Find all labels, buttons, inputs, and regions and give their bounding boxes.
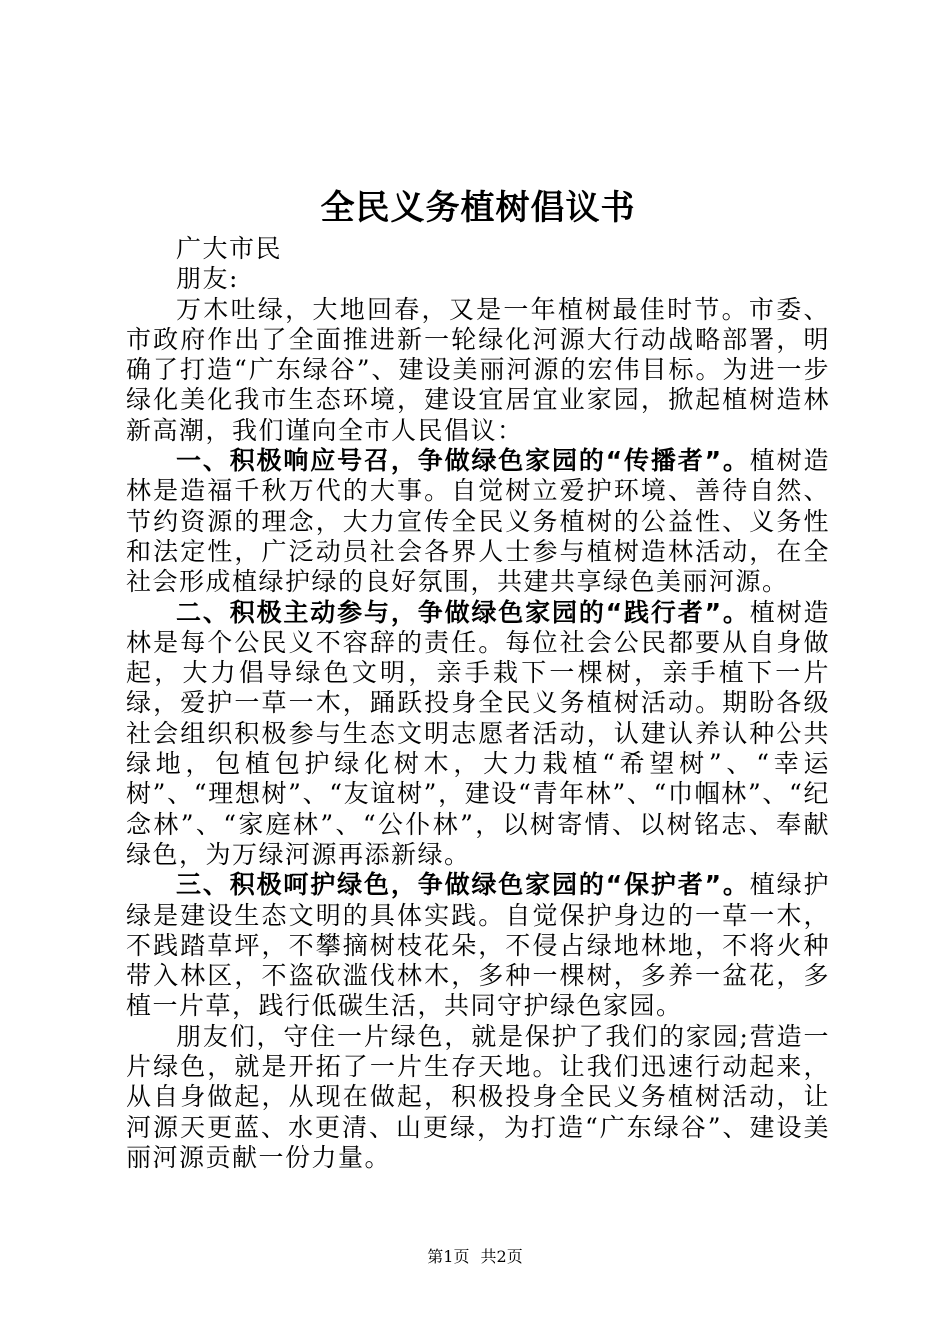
page-footer [0, 1244, 950, 1267]
section-1-paragraph [126, 446, 830, 597]
section-3-text: 植绿护绿是建设生态文明的具体实践。自觉保护身边的一草一木，不践踏草坪，不攀摘树枝花朵，不侵占绿地林地，不将火种带入林区，不盗砍滥伐林木，多种一棵树，多养一盆花，多植一片草，践行低碳生活，共同守护绿色家园。 [126, 870, 830, 1021]
intro-paragraph: 万木吐绿，大地回春，又是一年植树最佳时节。市委、市政府作出了全面推进新一轮绿化河源大行动战略部署，明确了打造“广东绿谷”、建设美丽河源的宏伟目标。为进一步绿化美化我市生态环境，建设宜居宜业家园，掀起植树造林新高潮，我们谨向全市人民倡议： [126, 294, 830, 445]
section-1-heading: 一、积极响应号召，争做绿色家园的“传播者”。 [176, 446, 750, 476]
section-2-text: 植树造林是每个公民义不容辞的责任。每位社会公民都要从自身做起，大力倡导绿色文明，亲手栽下一棵树，亲手植下一片绿，爱护一草一木，踊跃投身全民义务植树活动。期盼各级社会组织积极参与生态文明志愿者活动，认建认养认种公共绿地，包植包护绿化树木，大力栽植“希望树”、“幸运树”、“理想树”、“友谊树”，建设“青年林”、“巾帼林”、“纪念林”、“家庭林”、“公仆林”，以树寄情、以树铭志、奉献绿色，为万绿河源再添新绿。 [126, 597, 830, 869]
document-title: 全民义务植树倡议书 [320, 188, 636, 228]
section-3-heading: 三、积极呵护绿色，争做绿色家园的“保护者”。 [176, 870, 750, 900]
page-number-current: 第1页 [427, 1247, 470, 1266]
page-number-total: 共2页 [480, 1247, 523, 1266]
salutation-line-2: 朋友: [176, 264, 239, 294]
section-2-heading: 二、积极主动参与，争做绿色家园的“践行者”。 [176, 597, 750, 627]
closing-paragraph: 朋友们，守住一片绿色，就是保护了我们的家园;营造一片绿色，就是开拓了一片生存天地。让我们迅速行动起来，从自身做起，从现在做起，积极投身全民义务植树活动，让河源天更蓝、水更清、山更绿，为打造“广东绿谷”、建设美丽河源贡献一份力量。 [126, 1021, 830, 1172]
section-1-text: 植树造林是造福千秋万代的大事。自觉树立爱护环境、善待自然、节约资源的理念，大力宣传全民义务植树的公益性、义务性和法定性，广泛动员社会各界人士参与植树造林活动，在全社会形成植绿护绿的良好氛围，共建共享绿色美丽河源。 [126, 446, 830, 597]
section-2-paragraph [126, 598, 830, 871]
document-page [126, 182, 830, 1173]
salutation-line-1: 广大市民 [176, 234, 283, 263]
section-3-paragraph [126, 870, 830, 1021]
